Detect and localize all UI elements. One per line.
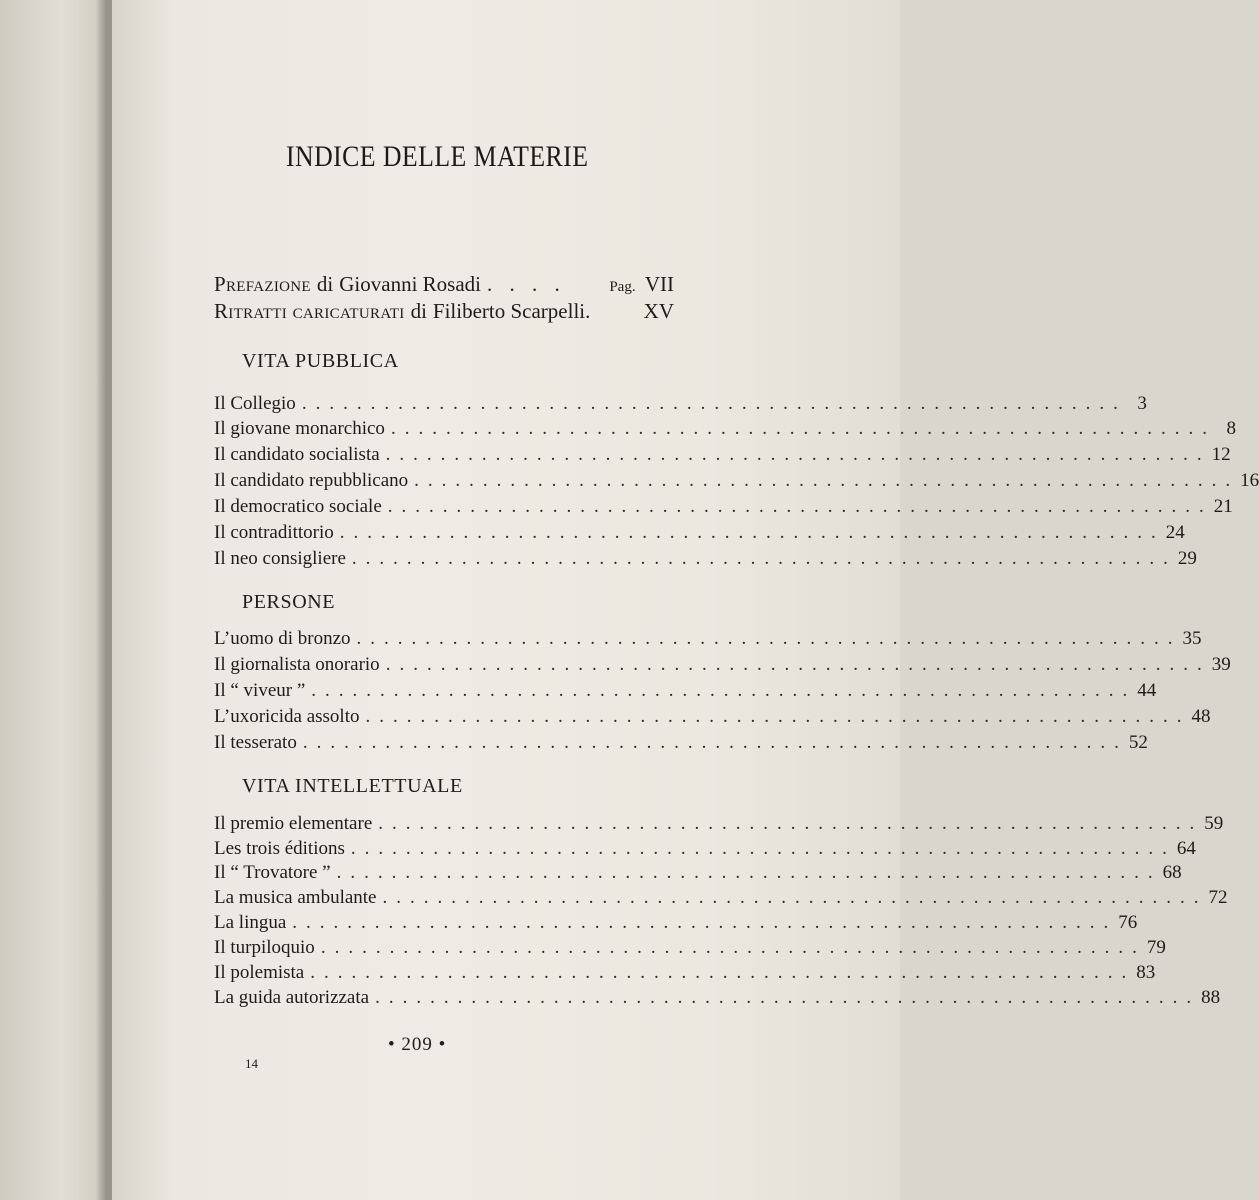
page-reference <box>644 299 674 324</box>
page-title: INDICE DELLE MATERIE <box>286 140 589 173</box>
toc-entry <box>214 887 1228 913</box>
entry-page: 48 <box>1191 706 1211 727</box>
entry-title: Il candidato socialista <box>214 444 380 465</box>
entry-page: 68 <box>1162 862 1182 883</box>
entry-page: 83 <box>1136 962 1156 983</box>
section-heading: VITA PUBBLICA <box>242 350 399 372</box>
entry-title: Il premio elementare <box>214 813 373 834</box>
front-matter-preface <box>214 272 674 297</box>
toc-entry <box>214 470 1259 496</box>
dot-leader: ............................................................ <box>336 862 1162 883</box>
entry-page: 52 <box>1128 732 1148 753</box>
entry-page: 24 <box>1165 522 1185 543</box>
toc-entry <box>214 654 1231 680</box>
entry-page: 3 <box>1137 393 1147 414</box>
toc-entry <box>214 813 1224 839</box>
entry-page: 8 <box>1226 418 1236 439</box>
entry-page: 79 <box>1146 937 1166 958</box>
toc-entry <box>214 732 1148 758</box>
toc-entry <box>214 862 1182 888</box>
dot-leader: ............................................................ <box>387 496 1213 517</box>
entry-page: 76 <box>1118 912 1138 933</box>
section-heading: VITA INTELLETTUALE <box>242 775 463 797</box>
dot-leader: ............................................................ <box>310 962 1136 983</box>
dot-leader: ............................................................ <box>356 628 1182 649</box>
entry-title: Il “ Trovatore ” <box>214 862 331 883</box>
dot-leader: ............................................................ <box>382 887 1208 908</box>
entry-page: 59 <box>1204 813 1224 834</box>
dot-leader: ............................................................ <box>385 444 1211 465</box>
page-reference <box>609 272 674 297</box>
toc-entry <box>214 937 1166 963</box>
entry-title: Il “ viveur ” <box>214 680 306 701</box>
dot-leader: ............................................................ <box>301 393 1127 414</box>
front-matter-author: Giovanni Rosadi <box>339 272 481 296</box>
front-matter-author: Filiberto Scarpelli. <box>432 299 591 323</box>
entry-title: L’uomo di bronzo <box>214 628 351 649</box>
printer-signature-mark: 14 <box>245 1056 258 1071</box>
toc-entry <box>214 628 1202 654</box>
front-matter-label: Ritratti caricaturati <box>214 299 405 323</box>
entry-page: 12 <box>1211 444 1231 465</box>
toc-entry <box>214 838 1196 864</box>
dot-leader: ............................................................ <box>375 987 1201 1008</box>
entry-title: Il tesserato <box>214 732 297 753</box>
front-matter-connector: di <box>410 299 427 323</box>
entry-title: Il giornalista onorario <box>214 654 380 675</box>
toc-entry <box>214 444 1231 470</box>
front-matter-portraits <box>214 299 674 324</box>
entry-page: 64 <box>1176 838 1196 859</box>
section-heading: PERSONE <box>242 591 336 613</box>
toc-entry <box>214 987 1221 1013</box>
entry-title: La guida autorizzata <box>214 987 370 1008</box>
entry-title: Il neo consigliere <box>214 548 346 569</box>
entry-page: 35 <box>1182 628 1202 649</box>
page-label: Pag. <box>609 279 636 295</box>
entry-title: Les trois éditions <box>214 838 345 859</box>
toc-entry <box>214 496 1233 522</box>
entry-title: Il democratico sociale <box>214 496 382 517</box>
entry-title: Il giovane monarchico <box>214 418 385 439</box>
entry-page: 21 <box>1213 496 1233 517</box>
entry-title: L’uxoricida assolto <box>214 706 360 727</box>
entry-title: Il polemista <box>214 962 305 983</box>
book-page <box>112 0 1259 1200</box>
toc-entry <box>214 680 1157 706</box>
dot-leader: ............................................................ <box>292 912 1118 933</box>
page-folio: • 209 • <box>388 1034 447 1055</box>
toc-entry <box>214 706 1211 732</box>
entry-page: 29 <box>1177 548 1197 569</box>
toc-entry <box>214 912 1138 938</box>
dot-leader: ............................................................ <box>390 418 1216 439</box>
page-number: VII <box>644 272 674 296</box>
dot-leader: ............................................................ <box>365 706 1191 727</box>
toc-entry <box>214 962 1156 988</box>
dot-leader: ............................................................ <box>378 813 1204 834</box>
entry-page: 88 <box>1201 987 1221 1008</box>
dot-leader: ............................................................ <box>351 548 1177 569</box>
toc-entry <box>214 548 1197 574</box>
entry-title: La musica ambulante <box>214 887 377 908</box>
entry-title: Il Collegio <box>214 393 296 414</box>
entry-page: 16 <box>1240 470 1259 491</box>
dot-leader: ............................................................ <box>385 654 1211 675</box>
front-matter-label: Prefazione <box>214 272 311 296</box>
entry-title: La lingua <box>214 912 287 933</box>
entry-title: Il contradittorio <box>214 522 334 543</box>
dot-leader: . . . . <box>487 272 566 296</box>
toc-entry <box>214 418 1236 444</box>
entry-title: Il turpiloquio <box>214 937 315 958</box>
dot-leader: ............................................................ <box>414 470 1240 491</box>
dot-leader: ............................................................ <box>350 838 1176 859</box>
toc-entry <box>214 522 1185 548</box>
toc-entry <box>214 393 1147 419</box>
entry-page: 39 <box>1211 654 1231 675</box>
dot-leader: ............................................................ <box>311 680 1137 701</box>
dot-leader: ............................................................ <box>339 522 1165 543</box>
entry-page: 44 <box>1137 680 1157 701</box>
entry-page: 72 <box>1208 887 1228 908</box>
front-matter-connector: di <box>316 272 334 296</box>
dot-leader: ............................................................ <box>302 732 1128 753</box>
dot-leader: ............................................................ <box>320 937 1146 958</box>
page-number: XV <box>643 299 674 323</box>
entry-title: Il candidato repubblicano <box>214 470 409 491</box>
